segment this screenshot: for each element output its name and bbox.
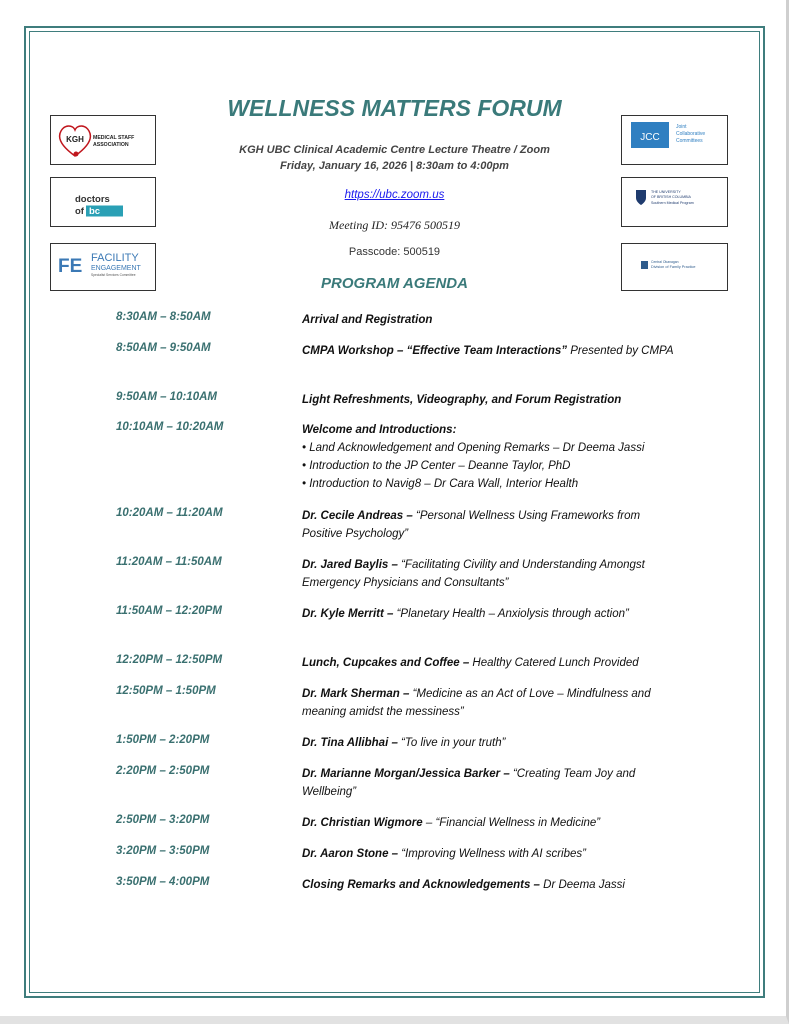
svg-text:FE: FE [58,256,83,277]
agenda-title: Dr. Cecile Andreas – [302,510,413,522]
agenda-detail: “Creating Team Joy and Wellbeing” [302,768,636,798]
agenda-title: Dr. Jared Baylis – [302,559,398,571]
agenda-description [302,876,677,894]
agenda-title: Dr. Mark Sherman – [302,688,410,700]
agenda-title: Closing Remarks and Acknowledgements – [302,879,540,891]
svg-text:Central Okanagan: Central Okanagan [651,260,679,264]
agenda-title: CMPA Workshop – “Effective Team Interactions” [302,345,567,357]
svg-text:OF BRITISH COLUMBIA: OF BRITISH COLUMBIA [651,195,691,199]
agenda-description [302,845,677,863]
svg-text:KGH: KGH [66,135,84,144]
agenda-description [302,421,677,493]
agenda-description [302,814,677,832]
agenda-time: 3:20PM – 3:50PM [116,845,210,857]
agenda-description [302,765,677,801]
page-title: WELLNESS MATTERS FORUM [227,95,562,121]
agenda-title: Dr. Christian Wigmore [302,817,423,829]
agenda-description [302,734,677,752]
svg-text:Specialist Services Committee: Specialist Services Committee [91,273,136,277]
agenda-title: Dr. Aaron Stone – [302,848,399,860]
agenda-time: 10:20AM – 11:20AM [116,507,223,519]
agenda-detail: “To live in your truth” [397,737,506,749]
agenda-time: 3:50PM – 4:00PM [116,876,210,888]
agenda-time: 8:30AM – 8:50AM [116,311,211,323]
agenda-detail: “Personal Wellness Using Frameworks from Positive Psychology” [302,510,641,540]
svg-text:of: of [75,206,84,217]
agenda-time: 10:10AM – 10:20AM [116,421,224,433]
date-time-line: Friday, January 16, 2026 | 8:30am to 4:00pm [280,160,509,172]
svg-text:ASSOCIATION: ASSOCIATION [93,142,129,148]
svg-text:Joint: Joint [676,124,687,130]
agenda-title: Light Refreshments, Videography, and Forum Registration [302,394,622,406]
svg-text:doctors: doctors [75,194,110,205]
agenda-detail: Presented by CMPA [567,345,674,357]
agenda-detail: “Planetary Health – Anxiolysis through action” [393,608,629,620]
agenda-detail: Dr Deema Jassi [539,879,625,891]
agenda-title: Lunch, Cupcakes and Coffee – [302,657,470,669]
svg-text:MEDICAL STAFF: MEDICAL STAFF [93,135,135,141]
svg-text:FACILITY: FACILITY [91,252,139,264]
agenda-time: 11:50AM – 12:20PM [116,605,222,617]
agenda-title: Dr. Tina Allibhai – [302,737,398,749]
venue-line: KGH UBC Clinical Academic Centre Lecture Theatre / Zoom [239,144,550,156]
svg-text:ENGAGEMENT: ENGAGEMENT [91,265,141,272]
agenda-time: 2:20PM – 2:50PM [116,765,210,777]
agenda-detail: “Medicine as an Act of Love – Mindfulness and meaning amidst the messiness” [302,688,651,718]
svg-text:bc: bc [89,206,101,217]
agenda-time: 11:20AM – 11:50AM [116,556,222,568]
agenda-description [302,311,677,329]
agenda-description [302,507,677,543]
agenda-time: 8:50AM – 9:50AM [116,342,211,354]
zoom-link[interactable]: https://ubc.zoom.us [344,189,445,201]
agenda-bullet: • Land Acknowledgement and Opening Remarks – Dr Deema Jassi [302,442,645,454]
svg-text:Collaborative: Collaborative [676,131,706,137]
agenda-bullet: • Introduction to Navig8 – Dr Cara Wall, Interior Health [302,478,579,490]
agenda-description [302,605,632,623]
agenda-description [302,654,677,672]
agenda-time: 9:50AM – 10:10AM [116,391,217,403]
agenda-time: 12:50PM – 1:50PM [116,685,216,697]
agenda-detail: “Improving Wellness with AI scribes” [398,848,586,860]
svg-text:Committees: Committees [676,138,703,144]
agenda-title: Dr. Kyle Merritt – [302,608,394,620]
agenda-detail: – “Financial Wellness in Medicine” [422,817,601,829]
passcode: Passcode: 500519 [348,246,441,258]
meeting-id: Meeting ID: 95476 500519 [329,218,460,232]
jcc-logo [621,115,728,165]
agenda-bullet: • Introduction to the JP Center – Deanne Taylor, PhD [302,460,571,472]
agenda-description [302,685,677,721]
agenda-description [302,342,677,360]
agenda-detail: Healthy Catered Lunch Provided [469,657,639,669]
svg-text:Southern Medical Program: Southern Medical Program [651,201,694,205]
agenda-description [302,391,677,409]
kgh-medical-staff-logo [50,115,156,165]
agenda-description [302,556,677,592]
agenda-title: Arrival and Registration [302,314,433,326]
agenda-time: 2:50PM – 3:20PM [116,814,210,826]
agenda-title: Dr. Marianne Morgan/Jessica Barker – [302,768,510,780]
agenda-heading: PROGRAM AGENDA [321,275,468,292]
agenda-detail: “Facilitating Civility and Understanding Amongst Emergency Physicians and Consultants” [302,559,645,589]
svg-text:Division of Family Practice: Division of Family Practice [651,265,696,269]
agenda-title: Welcome and Introductions: [302,424,457,436]
svg-text:THE UNIVERSITY: THE UNIVERSITY [651,190,681,194]
agenda-time: 12:20PM – 12:50PM [116,654,223,666]
svg-text:JCC: JCC [640,132,660,143]
agenda-time: 1:50PM – 2:20PM [116,734,210,746]
